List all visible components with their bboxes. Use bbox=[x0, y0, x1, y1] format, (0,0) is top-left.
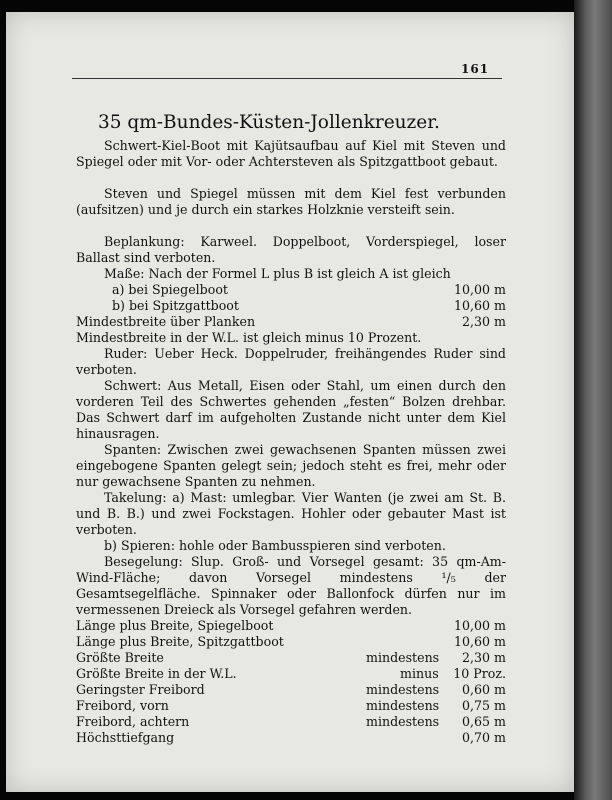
spec-qualifier: mindestens bbox=[366, 698, 440, 713]
spec-value: 0,65 m bbox=[462, 714, 506, 729]
spec-value: 0,70 m bbox=[462, 730, 506, 745]
paragraph-stem-transom: Steven und Spiegel müssen mit dem Kiel fest verbunden (aufsitzen) und je durch ein starkes Holzknie versteift sein. bbox=[76, 186, 506, 217]
spec-label: Größte Breite in der W.L. bbox=[76, 666, 237, 681]
masse-row-spiegelboot bbox=[76, 282, 506, 298]
spec-qualifier: mindestens bbox=[366, 650, 440, 665]
spec-value: 10 Proz. bbox=[453, 666, 506, 681]
header-rule bbox=[72, 78, 502, 79]
spec-label: Höchsttiefgang bbox=[76, 730, 175, 745]
masse-b-value: 10,60 m bbox=[454, 298, 506, 313]
paragraph-schwert: Schwert: Aus Metall, Eisen oder Stahl, um einen durch den vorderen Teil des Schwertes gehenden „festen“ Bolzen drehbar. Das Schwert darf im aufgeholten Zustande nicht unter dem Kiel hinausragen. bbox=[76, 378, 506, 441]
masse-planken-value: 2,30 m bbox=[462, 314, 506, 329]
spec-value: 0,75 m bbox=[462, 698, 506, 713]
book-page bbox=[6, 12, 574, 792]
spec-qualifier: mindestens bbox=[366, 682, 440, 697]
paragraph-ruder: Ruder: Ueber Heck. Doppelruder, freihängendes Ruder sind verboten. bbox=[76, 346, 506, 377]
spec-value: 10,00 m bbox=[454, 618, 506, 633]
spec-label: Freibord, vorn bbox=[76, 698, 169, 713]
spec-label: Freibord, achtern bbox=[76, 714, 190, 729]
masse-planken-label: Mindestbreite über Planken bbox=[76, 314, 256, 329]
spec-qualifier: minus bbox=[400, 666, 439, 681]
masse-row-spitzgattboot bbox=[76, 298, 506, 314]
spec-row bbox=[76, 666, 506, 682]
paragraph-hull-type: Schwert-Kiel-Boot mit Kajütsaufbau auf Kiel mit Steven und Spiegel oder mit Vor- oder Achtersteven als Spitzgattboot gebaut. bbox=[76, 138, 506, 169]
spec-value: 10,60 m bbox=[454, 634, 506, 649]
paragraph-takelung: Takelung: a) Mast: umlegbar. Vier Wanten (je zwei am St. B. und B. B.) und zwei Fockstagen. Hohler oder gebauter Mast ist verboten. bbox=[76, 490, 506, 537]
spieren-text: b) Spieren: hohle oder Bambusspieren sind verboten. bbox=[104, 538, 446, 553]
spec-value: 0,60 m bbox=[462, 682, 506, 697]
spieren-line bbox=[76, 538, 506, 554]
spec-label: Größte Breite bbox=[76, 650, 164, 665]
spec-qualifier: mindestens bbox=[366, 714, 440, 729]
spec-row bbox=[76, 650, 506, 666]
paragraph-besegelung: Besegelung: Slup. Groß- und Vorsegel gesamt: 35 qm-Am-Wind-Fläche; davon Vorsegel mindestens ¹/₅ der Gesamtsegelfläche. Spinnaker oder Ballonfock dürfen nur im vermessenen Dreieck als Vorsegel gefahren werden. bbox=[76, 554, 506, 617]
masse-row-planken bbox=[76, 314, 506, 330]
paragraph-spanten: Spanten: Zwischen zwei gewachsenen Spanten müssen zwei eingebogene Spanten gelegt sein; jedoch steht es frei, mehr oder nur gewachsene Spanten zu nehmen. bbox=[76, 442, 506, 489]
spec-label: Geringster Freibord bbox=[76, 682, 205, 697]
spec-row bbox=[76, 618, 506, 634]
page-title: 35 qm-Bundes-Küsten-Jollenkreuzer. bbox=[98, 112, 440, 133]
masse-wl-text: Mindestbreite in der W.L. ist gleich minus 10 Prozent. bbox=[76, 330, 422, 345]
page-number: 161 bbox=[461, 62, 490, 76]
masse-intro-text: Maße: Nach der Formel L plus B ist gleich A ist gleich bbox=[104, 266, 451, 281]
masse-b-label: b) bei Spitzgattboot bbox=[112, 298, 239, 313]
masse-a-label: a) bei Spiegelboot bbox=[112, 282, 228, 297]
book-edge-shadow bbox=[574, 0, 612, 800]
spec-value: 2,30 m bbox=[462, 650, 506, 665]
spec-row bbox=[76, 634, 506, 650]
spec-row bbox=[76, 730, 506, 746]
masse-a-value: 10,00 m bbox=[454, 282, 506, 297]
masse-intro bbox=[76, 266, 506, 282]
spec-row bbox=[76, 714, 506, 730]
paragraph-planking: Beplankung: Karweel. Doppelboot, Vorderspiegel, loser Ballast sind verboten. bbox=[76, 234, 506, 265]
spec-label: Länge plus Breite, Spiegelboot bbox=[76, 618, 274, 633]
spec-row bbox=[76, 682, 506, 698]
masse-row-wl bbox=[76, 330, 506, 346]
spec-row bbox=[76, 698, 506, 714]
spec-label: Länge plus Breite, Spitzgattboot bbox=[76, 634, 284, 649]
